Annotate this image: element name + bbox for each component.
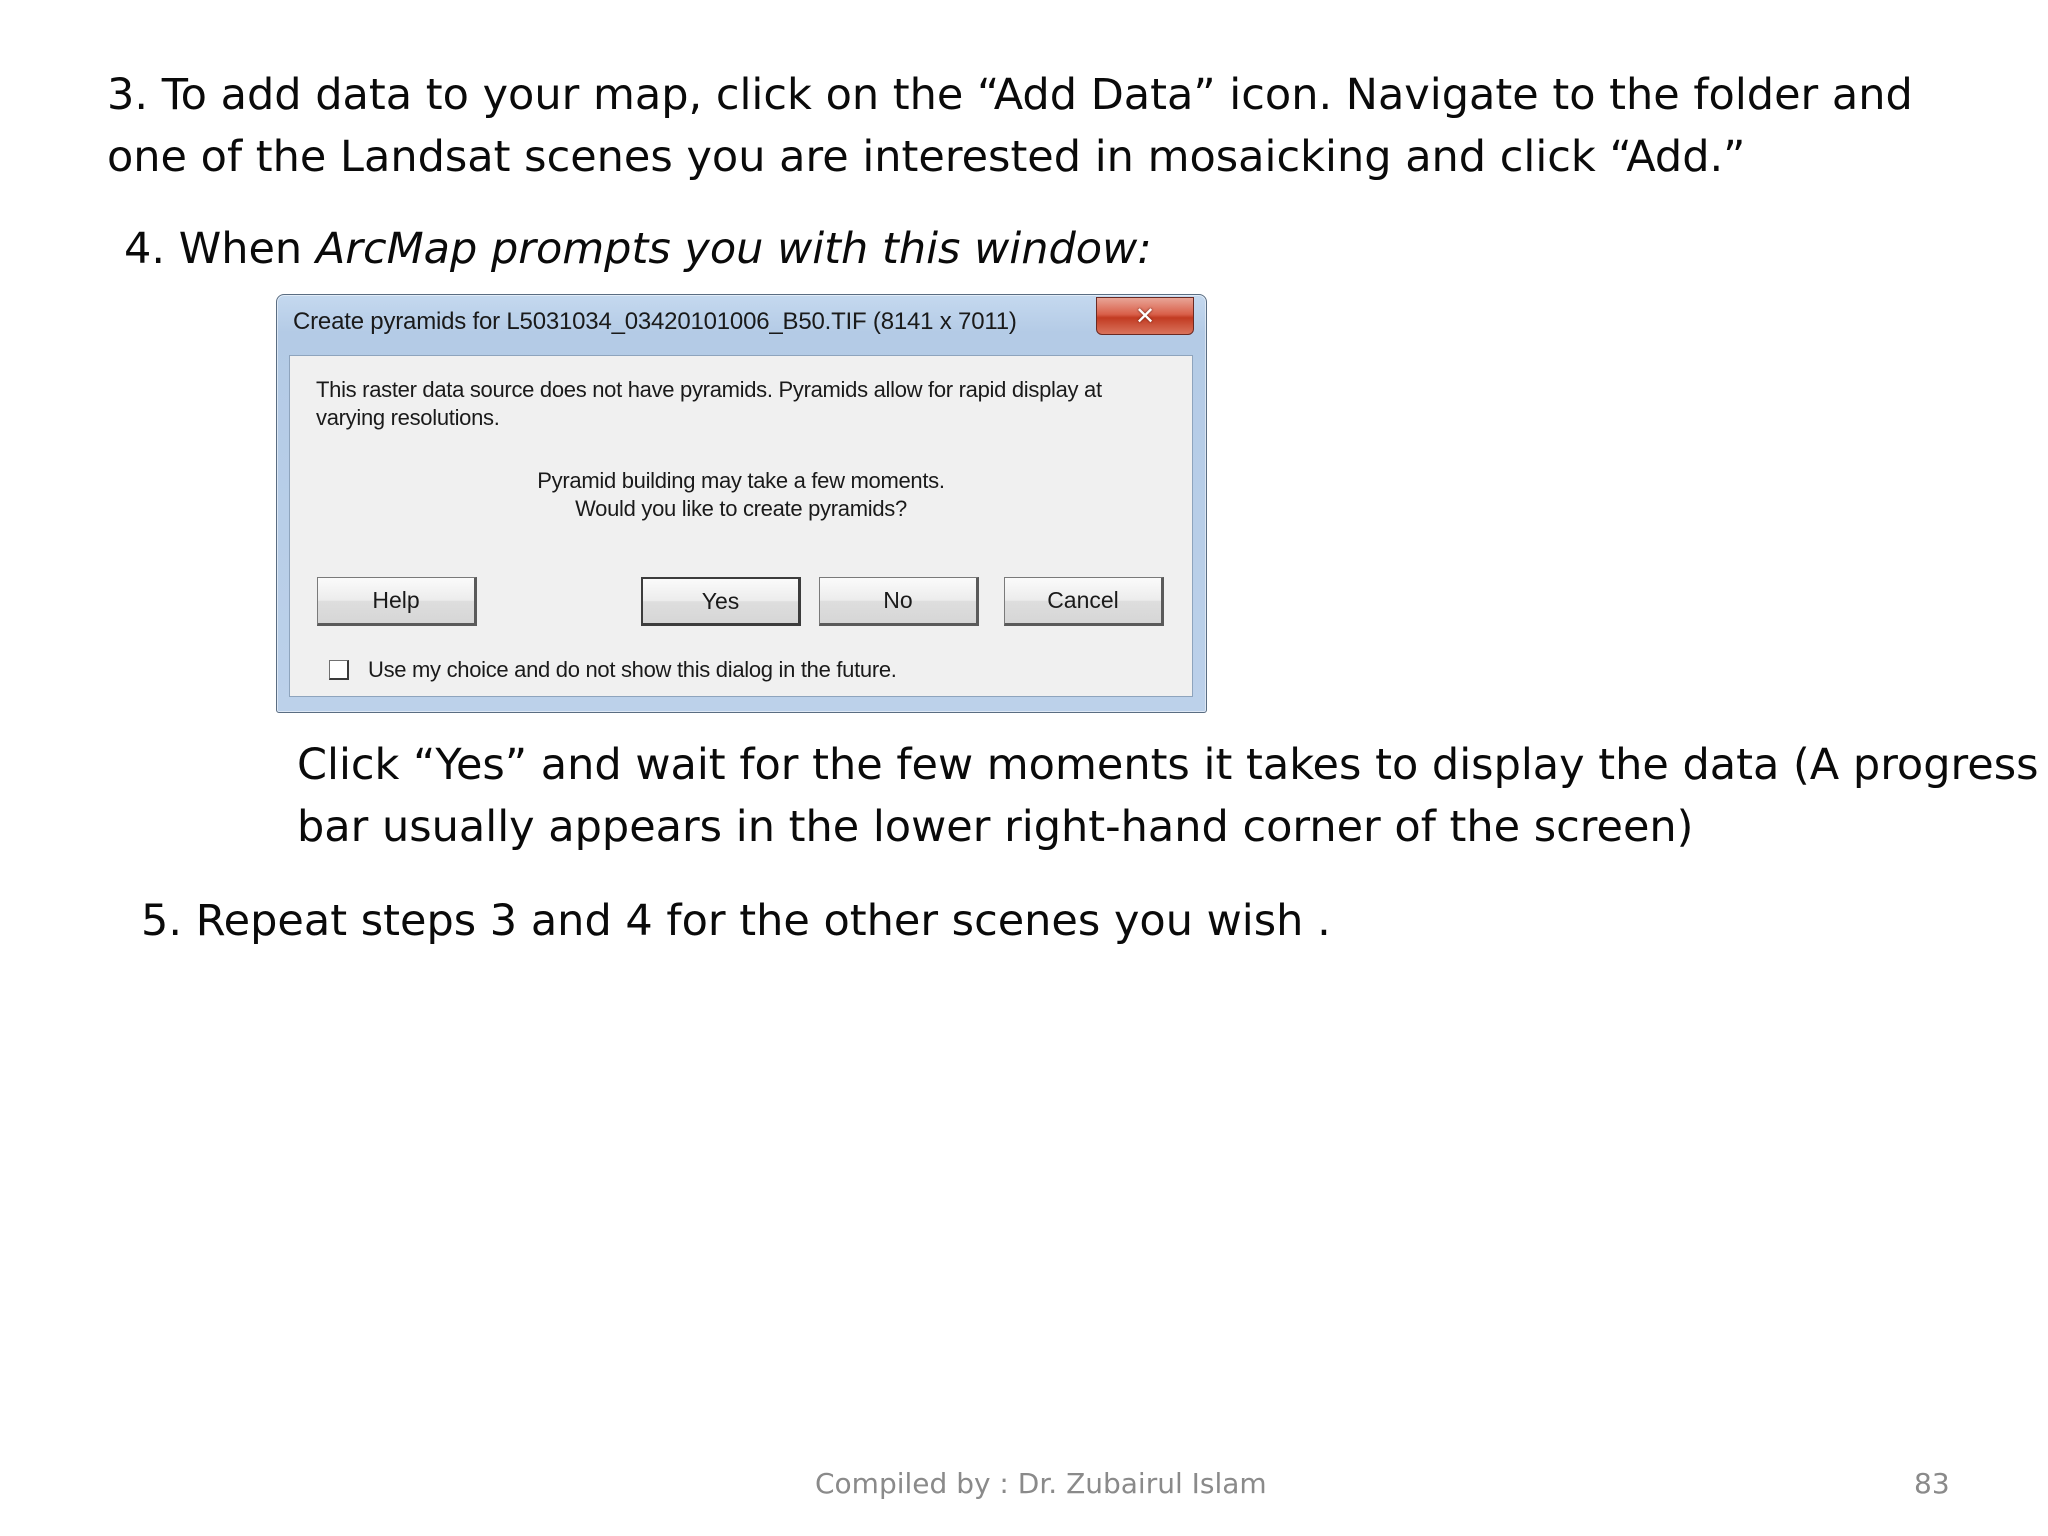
- yes-button[interactable]: Yes: [641, 577, 801, 626]
- remember-choice-checkbox[interactable]: [329, 660, 349, 680]
- dialog-question-line-2: Would you like to create pyramids?: [575, 496, 907, 521]
- step-4-italic: ArcMap prompts you with this window:: [315, 224, 1152, 274]
- click-yes-line-1: Click “Yes” and wait for the few moments it takes to display the data (A progress: [297, 740, 2039, 790]
- step-4-text: [124, 218, 1152, 280]
- step-3-text: [107, 64, 1913, 188]
- dialog-message-line-2: varying resolutions.: [316, 405, 500, 430]
- dialog-message-line-1: This raster data source does not have pyramids. Pyramids allow for rapid display at: [316, 377, 1102, 402]
- footer-credit: Compiled by : Dr. Zubairul Islam: [815, 1467, 1267, 1500]
- dialog-question-line-1: Pyramid building may take a few moments.: [537, 468, 945, 493]
- click-yes-line-2: bar usually appears in the lower right-hand corner of the screen): [297, 802, 1694, 852]
- create-pyramids-dialog: [276, 294, 1207, 713]
- dialog-body: [289, 355, 1193, 697]
- close-icon: ✕: [1134, 302, 1156, 330]
- step-4-prefix: 4. When: [124, 224, 316, 274]
- help-button[interactable]: Help: [317, 577, 477, 626]
- page-number: 83: [1914, 1467, 1950, 1500]
- close-button[interactable]: [1096, 297, 1194, 335]
- click-yes-text: [297, 734, 2039, 858]
- step-3-line-2: one of the Landsat scenes you are interested in mosaicking and click “Add.”: [107, 132, 1746, 182]
- no-button[interactable]: No: [819, 577, 979, 626]
- remember-choice-label[interactable]: Use my choice and do not show this dialog in the future.: [368, 657, 897, 682]
- dialog-title: Create pyramids for L5031034_03420101006_B50.TIF (8141 x 7011): [293, 308, 1017, 335]
- step-3-line-1: 3. To add data to your map, click on the “Add Data” icon. Navigate to the folder and: [107, 70, 1913, 120]
- cancel-button[interactable]: Cancel: [1004, 577, 1164, 626]
- step-5-text: 5. Repeat steps 3 and 4 for the other scenes you wish .: [141, 896, 1331, 946]
